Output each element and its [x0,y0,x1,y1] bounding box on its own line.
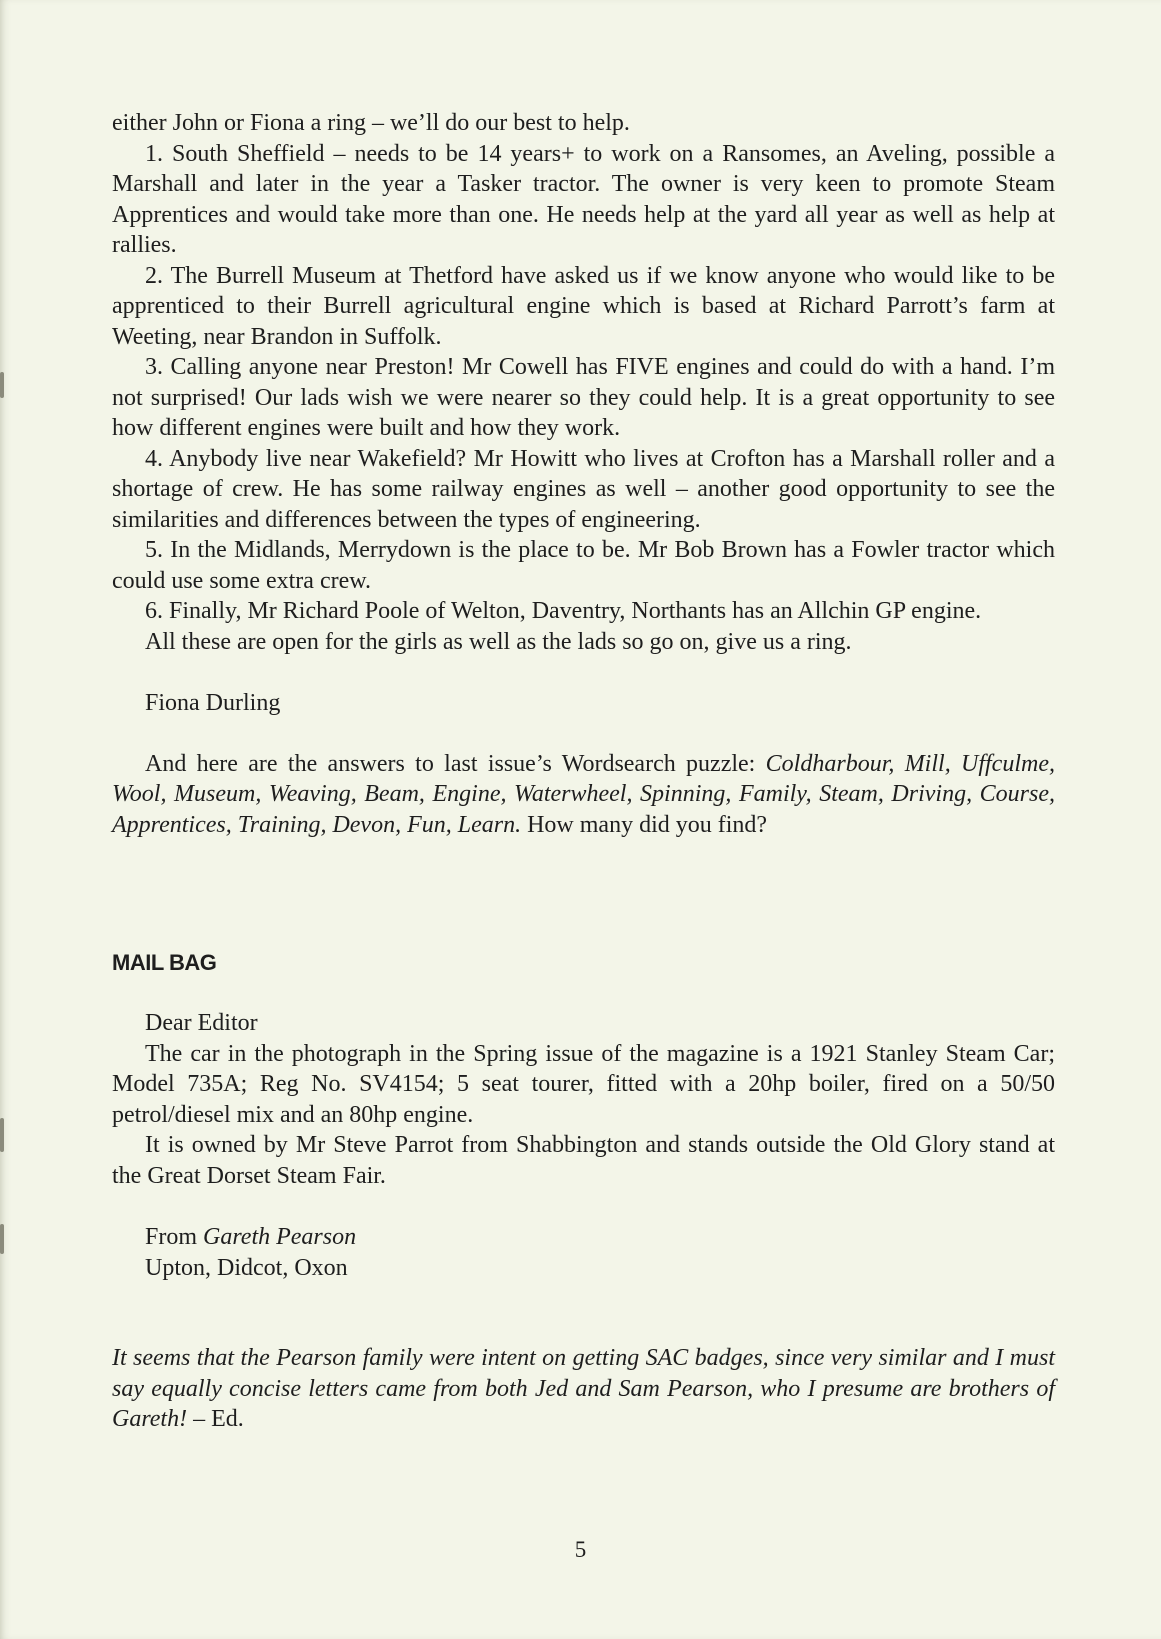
editor-note [112,1343,1055,1435]
wordsearch-intro: And here are the answers to last issue’s Wordsearch puzzle: [145,750,766,777]
letter-salutation: Dear Editor [145,1010,258,1036]
page-edge-mark [0,372,4,398]
article-body [112,108,1055,1435]
editor-note-text: It seems that the Pearson family were intent on getting SAC badges, since very similar and I must say equally concise letters came from both Jed and Sam Pearson, who I presume are brothers of Gareth! [112,1345,1055,1432]
wordsearch-answers [112,749,1055,841]
letter-paragraph: The car in the photograph in the Spring issue of the magazine is a 1921 Stanley Steam Car; Model 735A; Reg No. SV4154; 5 seat tourer, fitted with a 20hp boiler, fired on a 50/50 petrol/diesel mix and an 80hp engine. [112,1040,1055,1128]
page-edge-mark [0,1118,4,1152]
editor-sign: – Ed. [187,1406,244,1432]
list-item: 3. Calling anyone near Preston! Mr Cowell has FIVE engines and could do with a hand. I’m not surprised! Our lads wish we were nearer so they could help. It is a great opportunity to see how different engines were built and how they work. [112,354,1055,441]
page-edge-mark [0,1224,4,1254]
wordsearch-question: How many did you find? [521,811,768,838]
list-item: 2. The Burrell Museum at Thetford have asked us if we know anyone who would like to be apprenticed to their Burrell agricultural engine which is based at Richard Parrott’s farm at Weeting, near Brandon in Suffolk. [112,262,1055,350]
closing-line: All these are open for the girls as well as the lads so go on, give us a ring. [145,628,852,655]
list-item: 6. Finally, Mr Richard Poole of Welton, Daventry, Northants has an Allchin GP engine. [145,598,982,624]
letter-author: Gareth Pearson [203,1224,357,1250]
letter-author-place: Upton, Didcot, Oxon [145,1254,348,1281]
letter-from-label: From [145,1224,204,1250]
list-item: 5. In the Midlands, Merrydown is the place to be. Mr Bob Brown has a Fowler tractor which could use some extra crew. [112,537,1055,594]
list-item: 4. Anybody live near Wakefield? Mr Howitt who lives at Crofton has a Marshall roller and a shortage of crew. He has some railway engines as well – another good opportunity to see the similarities and differences between the types of engineering. [112,445,1055,533]
letter-from [112,1222,1055,1253]
wordsearch-answer-list: Coldharbour, Mill, Uffculme, Wool, Museum, Weaving, Beam, Engine, Waterwheel, Spinning, Family, Steam, Driving, Course, Apprentices, Training, Devon, Fun, Learn. [112,750,1055,838]
opening-line: either John or Fiona a ring – we’ll do our best to help. [112,110,630,136]
list-item: 1. South Sheffield – needs to be 14 years+ to work on a Ransomes, an Aveling, possible a Marshall and later in the year a Tasker tractor. The owner is very keen to promote Steam Apprentices and would take more than one. He needs help at the yard all year as well as help at rallies. [112,140,1055,258]
page-number: 5 [574,1537,587,1562]
article-signature: Fiona Durling [145,690,281,716]
mailbag-heading: MAIL BAG [112,950,217,975]
letter-paragraph: It is owned by Mr Steve Parrot from Shabbington and stands outside the Old Glory stand at the Great Dorset Steam Fair. [112,1132,1055,1189]
